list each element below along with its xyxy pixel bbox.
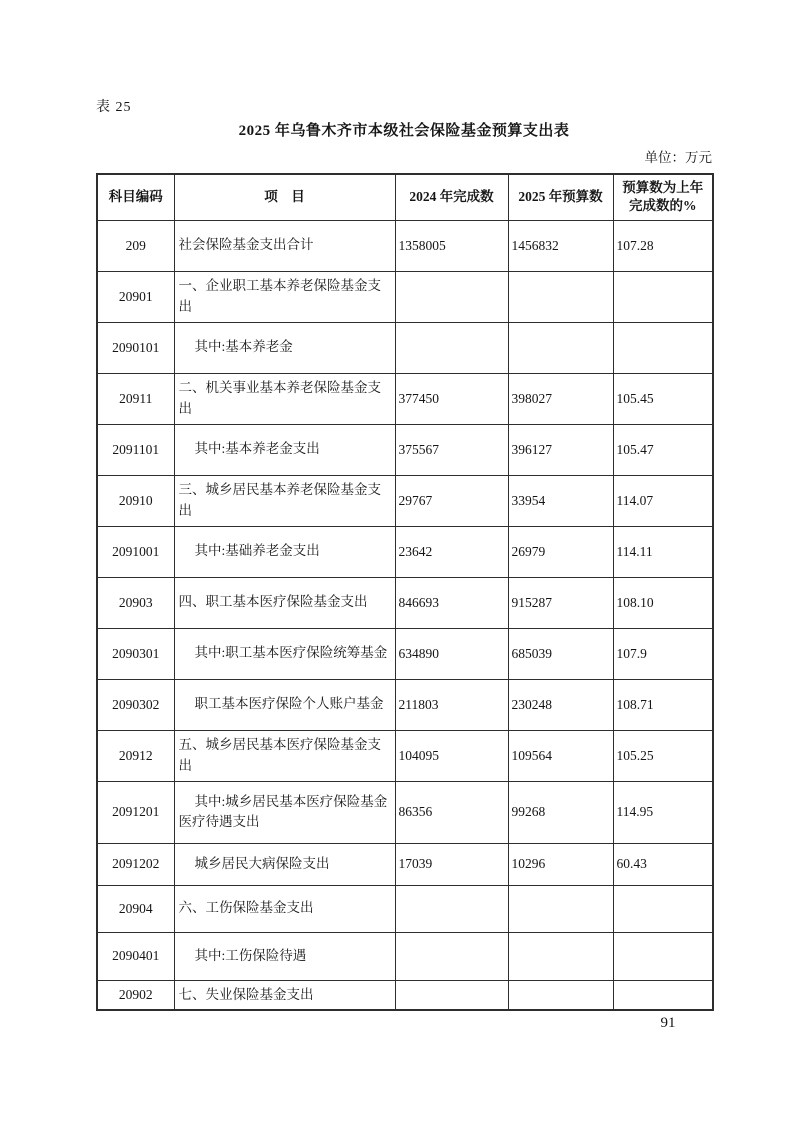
ratio-cell: 108.71	[613, 679, 713, 730]
item-cell: 一、企业职工基本养老保险基金支出	[174, 271, 395, 322]
ratio-cell: 105.47	[613, 424, 713, 475]
value-2024-cell	[395, 932, 508, 980]
code-cell: 2090101	[97, 322, 174, 373]
code-cell: 20902	[97, 980, 174, 1010]
item-cell: 其中:工伤保险待遇	[174, 932, 395, 980]
value-2025-cell: 1456832	[508, 220, 613, 271]
ratio-cell: 114.07	[613, 475, 713, 526]
value-2024-cell: 1358005	[395, 220, 508, 271]
table-row	[97, 475, 713, 526]
ratio-cell: 60.43	[613, 843, 713, 885]
ratio-cell: 107.9	[613, 628, 713, 679]
doc-title: 2025 年乌鲁木齐市本级社会保险基金预算支出表	[238, 123, 570, 139]
ratio-cell: 114.11	[613, 526, 713, 577]
table-row	[97, 730, 713, 781]
code-cell: 2090301	[97, 628, 174, 679]
header-2025-budget: 2025 年预算数	[508, 174, 613, 220]
table-row	[97, 526, 713, 577]
header-code: 科目编码	[97, 174, 174, 220]
table-body	[97, 220, 713, 1010]
header-ratio-line1: 预算数为上年	[622, 180, 704, 196]
code-cell: 20904	[97, 885, 174, 932]
value-2025-cell: 109564	[508, 730, 613, 781]
code-cell: 2091201	[97, 781, 174, 843]
item-cell: 社会保险基金支出合计	[174, 220, 395, 271]
ratio-cell	[613, 980, 713, 1010]
code-cell: 209	[97, 220, 174, 271]
value-2024-cell	[395, 322, 508, 373]
table-row	[97, 679, 713, 730]
item-cell: 其中:基础养老金支出	[174, 526, 395, 577]
value-2024-cell	[395, 980, 508, 1010]
value-2025-cell: 10296	[508, 843, 613, 885]
value-2024-cell: 377450	[395, 373, 508, 424]
item-cell: 其中:基本养老金	[174, 322, 395, 373]
table-row	[97, 322, 713, 373]
item-cell: 四、职工基本医疗保险基金支出	[174, 577, 395, 628]
value-2024-cell: 634890	[395, 628, 508, 679]
code-cell: 20911	[97, 373, 174, 424]
value-2025-cell: 396127	[508, 424, 613, 475]
value-2025-cell: 33954	[508, 475, 613, 526]
header-item: 项 目	[174, 174, 395, 220]
value-2024-cell	[395, 885, 508, 932]
value-2024-cell: 211803	[395, 679, 508, 730]
value-2025-cell	[508, 932, 613, 980]
ratio-cell: 105.45	[613, 373, 713, 424]
table-row	[97, 885, 713, 932]
header-2024-completed: 2024 年完成数	[395, 174, 508, 220]
item-cell: 职工基本医疗保险个人账户基金	[174, 679, 395, 730]
code-cell: 20903	[97, 577, 174, 628]
value-2024-cell: 17039	[395, 843, 508, 885]
value-2024-cell: 846693	[395, 577, 508, 628]
header-ratio-line2: 完成数的%	[629, 198, 697, 214]
value-2024-cell: 104095	[395, 730, 508, 781]
value-2024-cell: 23642	[395, 526, 508, 577]
ratio-cell: 107.28	[613, 220, 713, 271]
item-cell: 其中:职工基本医疗保险统筹基金	[174, 628, 395, 679]
table-row	[97, 843, 713, 885]
table-row	[97, 932, 713, 980]
value-2025-cell	[508, 980, 613, 1010]
value-2025-cell: 99268	[508, 781, 613, 843]
code-cell: 2090302	[97, 679, 174, 730]
item-cell: 其中:城乡居民基本医疗保险基金医疗待遇支出	[174, 781, 395, 843]
unit-note: 单位：万元	[644, 150, 712, 165]
code-cell: 2091202	[97, 843, 174, 885]
ratio-cell	[613, 322, 713, 373]
header-ratio	[613, 174, 713, 220]
value-2025-cell	[508, 322, 613, 373]
table-row	[97, 781, 713, 843]
budget-table	[96, 173, 714, 1011]
item-cell: 二、机关事业基本养老保险基金支出	[174, 373, 395, 424]
value-2025-cell	[508, 885, 613, 932]
table-row	[97, 628, 713, 679]
table-row	[97, 980, 713, 1010]
item-cell: 三、城乡居民基本养老保险基金支出	[174, 475, 395, 526]
value-2024-cell	[395, 271, 508, 322]
item-cell: 五、城乡居民基本医疗保险基金支出	[174, 730, 395, 781]
value-2025-cell: 230248	[508, 679, 613, 730]
ratio-cell	[613, 271, 713, 322]
ratio-cell: 108.10	[613, 577, 713, 628]
code-cell: 20910	[97, 475, 174, 526]
value-2024-cell: 375567	[395, 424, 508, 475]
item-cell: 七、失业保险基金支出	[174, 980, 395, 1010]
table-label: 表 25	[96, 100, 132, 115]
table-row	[97, 373, 713, 424]
ratio-cell: 105.25	[613, 730, 713, 781]
value-2025-cell: 398027	[508, 373, 613, 424]
table-row	[97, 271, 713, 322]
value-2025-cell: 685039	[508, 628, 613, 679]
ratio-cell	[613, 885, 713, 932]
code-cell: 20912	[97, 730, 174, 781]
code-cell: 2091001	[97, 526, 174, 577]
table-header-row	[97, 174, 713, 220]
value-2025-cell: 915287	[508, 577, 613, 628]
table-row	[97, 577, 713, 628]
value-2025-cell	[508, 271, 613, 322]
ratio-cell: 114.95	[613, 781, 713, 843]
value-2025-cell: 26979	[508, 526, 613, 577]
item-cell: 城乡居民大病保险支出	[174, 843, 395, 885]
table-row	[97, 424, 713, 475]
ratio-cell	[613, 932, 713, 980]
code-cell: 2090401	[97, 932, 174, 980]
value-2024-cell: 86356	[395, 781, 508, 843]
item-cell: 其中:基本养老金支出	[174, 424, 395, 475]
value-2024-cell: 29767	[395, 475, 508, 526]
code-cell: 20901	[97, 271, 174, 322]
code-cell: 2091101	[97, 424, 174, 475]
page-number: 91	[660, 1015, 676, 1031]
item-cell: 六、工伤保险基金支出	[174, 885, 395, 932]
table-row	[97, 220, 713, 271]
